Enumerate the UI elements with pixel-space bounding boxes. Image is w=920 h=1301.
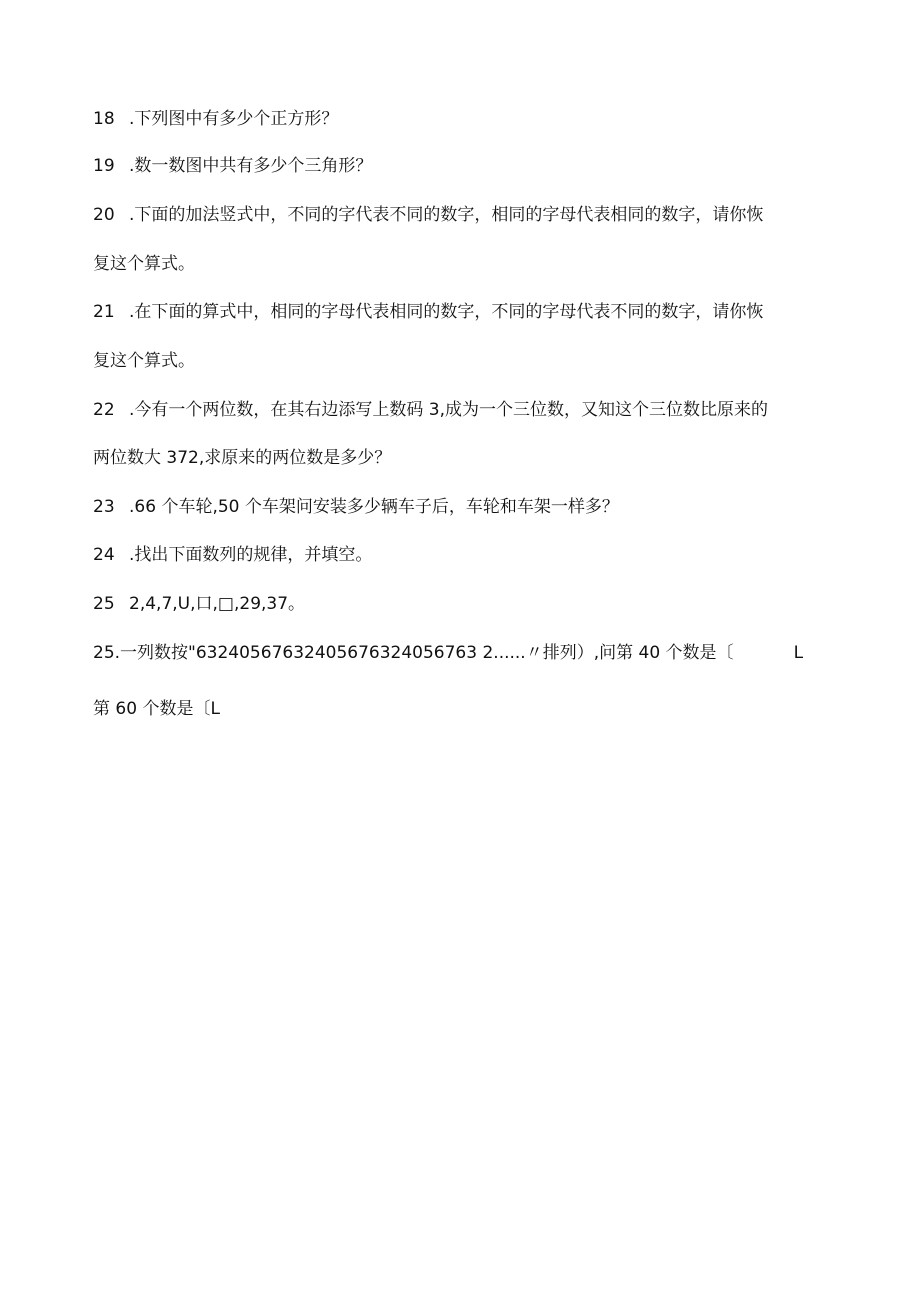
question-22-continuation: [93, 446, 391, 470]
question-text: .今有一个两位数，在其右边添写上数码 3,成为一个三位数，又知这个三位数比原来的: [129, 400, 769, 420]
question-20: [93, 203, 763, 227]
question-continuation: 复这个算式。: [93, 351, 195, 371]
question-21-continuation: [93, 349, 195, 373]
question-19: [93, 154, 372, 178]
question-18: [93, 107, 338, 131]
question-continuation: 两位数大 372,求原来的两位数是多少？: [93, 448, 392, 468]
question-number: 25: [93, 594, 115, 614]
question-text: .找出下面数列的规律，并填空。: [129, 545, 373, 565]
question-25b-continuation: [93, 697, 220, 721]
question-21: [93, 300, 763, 324]
question-continuation: 复这个算式。: [93, 254, 195, 274]
question-text: .下面的加法竖式中，不同的字代表不同的数字，相同的字母代表相同的数字，请你恢: [129, 205, 764, 225]
question-24: [93, 543, 372, 567]
question-23: [93, 495, 619, 519]
question-text: 2,4,7,U,口,□,29,37。: [129, 594, 306, 614]
question-text: .下列图中有多少个正方形？: [129, 109, 339, 129]
question-text: .66 个车轮,50 个车架问安装多少辆车子后，车轮和车架一样多？: [129, 497, 619, 517]
question-continuation: 第 60 个数是〔L: [93, 699, 220, 719]
question-25b: [93, 641, 803, 665]
question-number: 24: [93, 545, 115, 565]
question-25: [93, 592, 305, 616]
question-text: 25.一列数按"63240567632405676324056763 2......〃排列）,问第 40 个数是〔: [93, 643, 734, 663]
question-number: 20: [93, 205, 115, 225]
question-number: 19: [93, 156, 115, 176]
question-number: 22: [93, 400, 115, 420]
question-text: .数一数图中共有多少个三角形？: [129, 156, 373, 176]
question-number: 21: [93, 302, 115, 322]
question-number: 18: [93, 109, 115, 129]
question-20-continuation: [93, 252, 195, 276]
question-number: 23: [93, 497, 115, 517]
question-text: .在下面的算式中，相同的字母代表相同的数字，不同的字母代表不同的数字，请你恢: [129, 302, 764, 322]
bracket-tail: L: [793, 643, 804, 663]
question-22: [93, 398, 768, 422]
